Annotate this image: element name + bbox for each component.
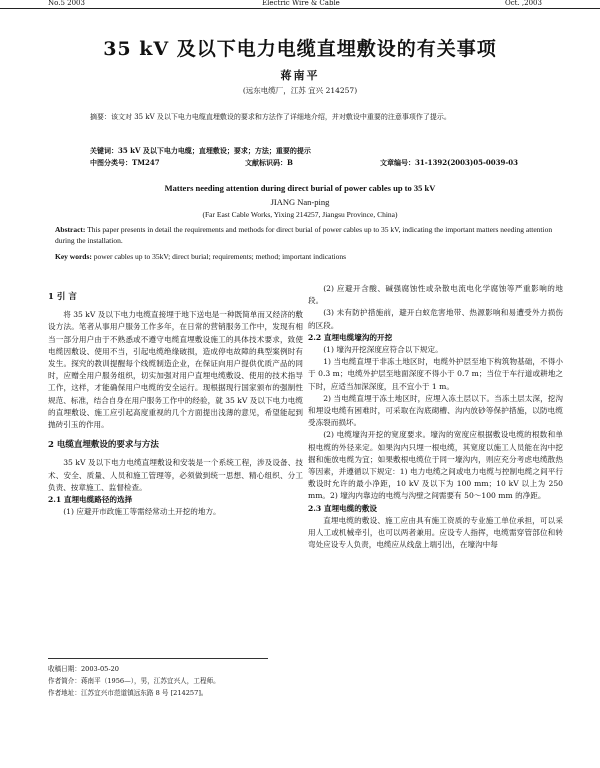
footnote bbox=[48, 658, 268, 699]
author-name-cn: 蒋南平 bbox=[280, 69, 320, 82]
right-column bbox=[308, 283, 563, 551]
running-header bbox=[0, 0, 600, 9]
keywords-cn: 关键词：35 kV 及以下电力电缆；直埋敷设；要求；方法；重要的提示 bbox=[90, 146, 311, 155]
english-author: JIANG Nan-ping bbox=[270, 197, 330, 207]
subsection-heading-laying: 2.3 直埋电缆的敷设 bbox=[308, 503, 378, 513]
paper-title: 35 kV 及以下电力电缆直埋敷设的有关事项 bbox=[103, 38, 497, 60]
abstract-cn: 摘要：该文对 35 kV 及以下电力电缆直埋敷设的要求和方法作了详细地介绍，并对敷设中重要的注意事项作了提示。 bbox=[90, 113, 451, 121]
paragraph: 直埋电缆的敷设、施工应由具有施工资质的专业施工单位承担，可以采用人工或机械牵引，也可以两者兼用。应设专人指挥，电缆需穿管部位和转弯处应设专人负责，电缆应从线盘上端引出，在壕沟中每 bbox=[308, 515, 563, 550]
abstract-text: This paper presents in detail the requirements and methods for direct burial of power cables up to 35 kV, indicating the important matters needing attention during the installation. bbox=[55, 225, 553, 245]
keywords-label: Key words: bbox=[55, 252, 92, 261]
issue-date: Oct. ,2003 bbox=[505, 0, 542, 7]
paragraph: 35 kV 及以下电力电缆直埋敷设和安装是一个系统工程，涉及设备、技术、安全、质量、人员和施工管理等，必须做到统一思想、精心组织、分工负责、按章施工、监督检查。 bbox=[48, 458, 303, 492]
keywords-text: power cables up to 35kV; direct burial; requirements; method; important indications bbox=[91, 252, 347, 261]
author-bio: 作者简介：蒋南平（1956—），男，江苏宜兴人，工程师。 bbox=[48, 677, 220, 685]
clc-number: 中图分类号：TM247 bbox=[90, 158, 160, 167]
subsection-heading-trench: 2.2 直埋电缆壕沟的开挖 bbox=[308, 332, 393, 342]
section-heading-requirements: 2 电缆直埋敷设的要求与方法 bbox=[48, 440, 159, 451]
left-column bbox=[48, 283, 303, 518]
subsection-heading-route: 2.1 直埋电缆路径的选择 bbox=[48, 495, 133, 505]
section-heading-intro: 1 引 言 bbox=[48, 292, 77, 302]
english-keywords bbox=[55, 251, 560, 262]
paragraph: (1) 应避开市政施工等需经常动土开挖的地方。 bbox=[63, 507, 221, 517]
english-abstract bbox=[55, 224, 560, 246]
affiliation-cn: (远东电缆厂，江苏 宜兴 214257) bbox=[242, 86, 358, 95]
abstract-label: Abstract: bbox=[55, 225, 86, 234]
paragraph: (2) 应避开含酸、碱强腐蚀性或杂散电流电化学腐蚀等严重影响的地段。 bbox=[308, 284, 563, 306]
english-affiliation: (Far East Cable Works, Yixing 214257, Jiangsu Province, China) bbox=[202, 210, 398, 219]
paragraph: (2) 电缆壕沟开挖的宽度要求。壕沟的宽度应根据敷设电缆的根数和单根电缆的外径来定。如果沟内只埋一根电缆，其宽度以施工人员能在沟中挖掘和施放电缆为宜；如果敷根电缆位于同一壕沟内，则应充分考虑电缆散热等因素，并遵循以下规定：1) 电力电缆之间或电力电缆与控制电缆之间平行敷设时允许的最小净距，10 kV 及以下为 100 mm；10 kV 以上为 250 mm。2) 壕沟内靠边的电缆与沟壁之间需要有 50～100 mm 的净距。 bbox=[308, 430, 563, 501]
author-address: 作者地址：江苏宜兴市范道镇远东路 8 号 [214257]。 bbox=[48, 689, 208, 697]
paragraph: 将 35 kV 及以下电力电缆直接埋于地下送电是一种既简单而又经济的敷设方法。笔者从事用户服务工作多年，在日常的营销服务工作中，发现有相当一部分用户由于不熟悉或不遵守电缆直埋敷设施工的具体技术要求，致使电缆因敷设、使用不当，引起电缆绝缘破损，造成停电故障的典型案例时有发生。探究的教训提醒每个线缆制造企业，在保证向用户提供优质产品的同时，应赠全用户服务组织，切实加强对用户直埋电缆敷设、使用的技术指导工作，这样，才能确保用户电缆的安全运行。现根据现行国家颁布的强制性规范、标准，结合自身在用户服务工作中的经验，就 35 kV 及以下电力电缆的直埋敷设、施工应引起高度重视的几个方面提出浅薄的意见，希望能起到抛砖引玉的作用。 bbox=[48, 310, 303, 430]
paragraph: 2) 当电缆直埋于冻土地区时，应埋入冻土层以下。当冻土层太深，挖沟和埋设电缆有困难时，可采取在沟底砌槽、沟内放砂等保护措施，以防电缆受冻裂而损坏。 bbox=[308, 393, 563, 428]
received-date: 收稿日期：2003-05-20 bbox=[48, 665, 119, 673]
issue-number: No.5 2003 bbox=[48, 0, 85, 7]
paragraph: (1) 壕沟开挖深度应符合以下规定。 bbox=[323, 345, 443, 355]
document-code: 文献标识码：B bbox=[245, 158, 293, 167]
paragraph: (3) 未有防护措施前，避开白蚁危害地带、热源影响和易遭受外力损伤的区段。 bbox=[308, 308, 563, 330]
paragraph: 1) 当电缆直埋于非冻土地区时，电缆外护层至地下构筑物基础，不得小于 0.3 m；电缆外护层至地面深度不得小于 0.7 m；当位于车行道或耕地之下时，应适当加深深度，且不宜小于 1 m。 bbox=[308, 357, 563, 391]
english-title: Matters needing attention during direct burial of power cables up to 35 kV bbox=[164, 183, 436, 193]
journal-name: Electric Wire & Cable bbox=[262, 0, 340, 7]
article-number: 文章编号：31-1392(2003)05-0039-03 bbox=[380, 158, 519, 167]
